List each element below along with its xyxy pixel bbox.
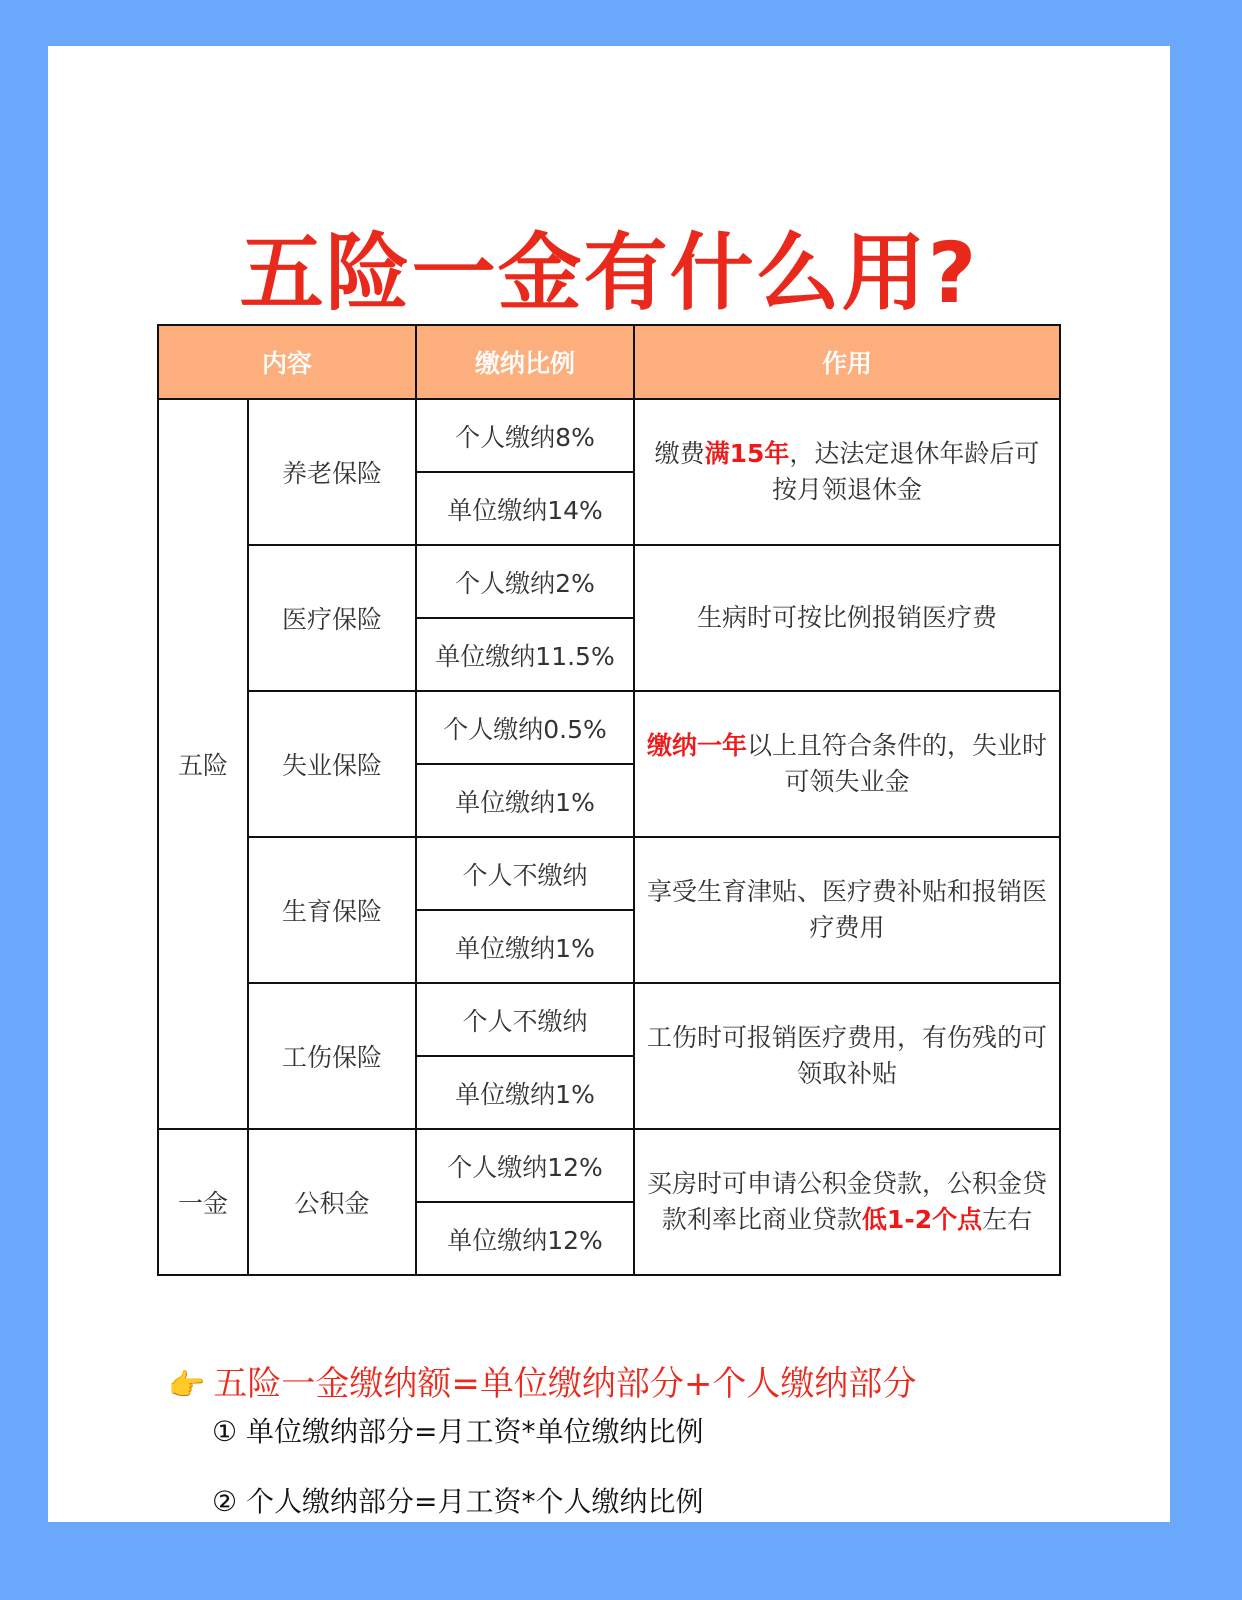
employer-rate-cell: 单位缴纳1% <box>416 764 634 837</box>
insurance-name-cell: 工伤保险 <box>248 983 416 1129</box>
personal-rate-cell: 个人不缴纳 <box>416 983 634 1056</box>
category-cell: 五险 <box>158 399 248 1129</box>
effect-cell <box>634 545 1060 691</box>
insurance-name-cell: 生育保险 <box>248 837 416 983</box>
formula-line-2: ② 个人缴纳部分=月工资*个人缴纳比例 <box>212 1485 704 1518</box>
insurance-name-cell: 失业保险 <box>248 691 416 837</box>
formula-main <box>168 1356 916 1405</box>
header-effect: 作用 <box>634 325 1060 399</box>
category-cell: 一金 <box>158 1129 248 1275</box>
effect-text: 享受生育津贴、医疗费补贴和报销医疗费用 <box>647 877 1048 942</box>
header-rate: 缴纳比例 <box>416 325 634 399</box>
highlight-text: 满15年 <box>704 439 790 468</box>
highlight-text: 缴纳一年 <box>647 731 748 760</box>
employer-rate-cell: 单位缴纳12% <box>416 1202 634 1275</box>
employer-rate-cell: 单位缴纳1% <box>416 1056 634 1129</box>
effect-cell <box>634 691 1060 837</box>
highlight-text: 低1-2个点 <box>861 1205 983 1234</box>
table-row <box>158 837 1060 910</box>
effect-text: ，达法定退休年龄后可按月领退休金 <box>772 439 1040 504</box>
formula-line-1: ① 单位缴纳部分=月工资*单位缴纳比例 <box>212 1415 704 1448</box>
header-content: 内容 <box>158 325 416 399</box>
effect-text: 左右 <box>982 1205 1033 1234</box>
effect-text: 生病时可按比例报销医疗费 <box>697 603 998 632</box>
insurance-name-cell: 公积金 <box>248 1129 416 1275</box>
effect-cell <box>634 983 1060 1129</box>
personal-rate-cell: 个人缴纳2% <box>416 545 634 618</box>
insurance-name-cell: 养老保险 <box>248 399 416 545</box>
effect-text: 缴费 <box>654 439 705 468</box>
personal-rate-cell: 个人缴纳8% <box>416 399 634 472</box>
insurance-table <box>157 324 1061 1276</box>
effect-cell <box>634 1129 1060 1275</box>
personal-rate-cell: 个人缴纳12% <box>416 1129 634 1202</box>
personal-rate-cell: 个人缴纳0.5% <box>416 691 634 764</box>
effect-text: 以上且符合条件的，失业时可领失业金 <box>747 731 1048 796</box>
page-title: 五险一金有什么用? <box>239 224 979 322</box>
table-header-row <box>158 325 1060 399</box>
table-row <box>158 1129 1060 1202</box>
employer-rate-cell: 单位缴纳11.5% <box>416 618 634 691</box>
effect-text: 买房时可申请公积金贷款，公积金贷款利率比商业贷款 <box>647 1169 1048 1234</box>
formula-text: 五险一金缴纳额=单位缴纳部分+个人缴纳部分 <box>213 1364 917 1404</box>
employer-rate-cell: 单位缴纳14% <box>416 472 634 545</box>
insurance-name-cell: 医疗保险 <box>248 545 416 691</box>
table-row <box>158 545 1060 618</box>
effect-text: 工伤时可报销医疗费用，有伤残的可领取补贴 <box>647 1023 1048 1088</box>
effect-cell <box>634 837 1060 983</box>
table-row <box>158 399 1060 472</box>
employer-rate-cell: 单位缴纳1% <box>416 910 634 983</box>
pointing-hand-icon: 👉 <box>168 1368 206 1403</box>
effect-cell <box>634 399 1060 545</box>
table-row <box>158 983 1060 1056</box>
table-row <box>158 691 1060 764</box>
personal-rate-cell: 个人不缴纳 <box>416 837 634 910</box>
